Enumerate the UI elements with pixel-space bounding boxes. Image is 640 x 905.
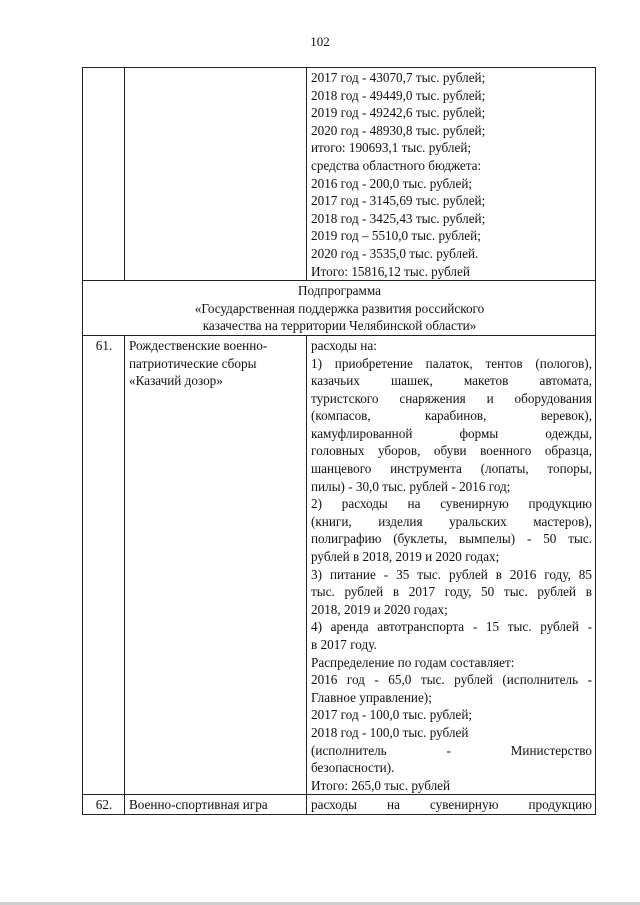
subprogram-name-line: «Государственная поддержка развития российского [194, 300, 485, 316]
subprogram-header-row [83, 281, 596, 336]
activity-name-line: Рождественские военно- [129, 337, 268, 353]
expenses-cell [307, 335, 596, 794]
funding-line: 2018 год - 3425,43 тыс. рублей; [311, 210, 486, 226]
expense-line: расходы на: [311, 337, 377, 353]
expense-line: 2016 год - 65,0 тыс. рублей (исполнитель - [311, 672, 592, 688]
expense-line: рублей в 2018, 2019 и 2020 годах; [311, 549, 500, 565]
activity-name-line: «Казачий дозор» [129, 373, 223, 389]
subprogram-heading [83, 281, 596, 336]
activity-name-line: Военно-спортивная игра [129, 797, 268, 813]
expense-line: тыс. рублей в 2017 году, 50 тыс. рублей в [311, 584, 592, 600]
expense-line: 3) питание - 35 тыс. рублей в 2016 году, 85 [311, 566, 592, 582]
funding-line: 2019 год – 5510,0 тыс. рублей; [311, 228, 481, 244]
expense-line: 4) аренда автотранспорта - 15 тыс. рублей - [311, 619, 592, 635]
expense-line: (книги, изделия уральских мастеров), [311, 513, 592, 529]
funding-line: 2017 год - 43070,7 тыс. рублей; [311, 70, 486, 85]
expense-line: 1) приобретение палаток, тентов (пологов), [311, 355, 592, 371]
funding-line: 2016 год - 200,0 тыс. рублей; [311, 175, 473, 191]
table-row [83, 335, 596, 794]
subprogram-name-line: казачества на территории Челябинской области» [202, 318, 477, 334]
expense-line: (компасов, карабинов, веревок), [311, 408, 592, 424]
funding-cell [307, 68, 596, 281]
funding-line: 2017 год - 3145,69 тыс. рублей; [311, 193, 486, 209]
funding-line: средства областного бюджета: [311, 157, 482, 173]
expense-line: головных уборов, обуви военного образца, [311, 443, 592, 459]
funding-total-line: Итого: 15816,12 тыс. рублей [311, 263, 470, 279]
page-number: 102 [310, 34, 330, 49]
expense-line: пилы) - 30,0 тыс. рублей - 2016 год; [311, 478, 511, 494]
expense-line: Итого: 265,0 тыс. рублей [311, 777, 451, 793]
funding-line: 2020 год - 3535,0 тыс. рублей. [311, 245, 479, 261]
funding-line: 2020 год - 48930,8 тыс. рублей; [311, 122, 486, 138]
expense-line: безопасности). [311, 760, 395, 776]
subprogram-title: Подпрограмма [297, 283, 381, 299]
row-number-cell [83, 68, 125, 281]
expense-line: казачьих шашек, макетов автомата, [311, 373, 592, 389]
row-number-cell: 62. [83, 795, 125, 815]
activity-name-cell [125, 68, 307, 281]
expense-line: 2018, 2019 и 2020 годах; [311, 601, 448, 617]
continuation-row [83, 68, 596, 281]
expense-line: 2017 год - 100,0 тыс. рублей; [311, 707, 473, 723]
activity-name-cell [125, 795, 307, 815]
expense-line: расходы на сувенирную продукцию [311, 797, 592, 813]
row-number-cell: 61. [83, 335, 125, 794]
funding-line: 2019 год - 49242,6 тыс. рублей; [311, 105, 486, 121]
expense-line: Распределение по годам составляет: [311, 654, 515, 670]
expense-line: камуфлированной формы одежды, [311, 425, 592, 441]
program-table [82, 67, 596, 815]
table-row [83, 795, 596, 815]
funding-total-line: итого: 190693,1 тыс. рублей; [311, 140, 472, 156]
expense-line: 2) расходы на сувенирную продукцию [311, 496, 592, 512]
expense-line: полиграфию (буклеты, вымпелы) - 50 тыс. [311, 531, 592, 547]
expense-line: (исполнитель - Министерство [311, 742, 592, 758]
expense-line: 2018 год - 100,0 тыс. рублей [311, 724, 469, 740]
activity-name-line: патриотические сборы [129, 355, 257, 371]
expense-line: Главное управление); [311, 689, 432, 705]
funding-line: 2018 год - 49449,0 тыс. рублей; [311, 87, 486, 103]
expense-line: шанцевого инструмента (лопаты, топоры, [311, 461, 592, 477]
expense-line: в 2017 году. [311, 637, 377, 652]
expense-line: туристского снаряжения и оборудования [311, 390, 592, 406]
activity-name-cell [125, 335, 307, 794]
expenses-cell [307, 795, 596, 815]
